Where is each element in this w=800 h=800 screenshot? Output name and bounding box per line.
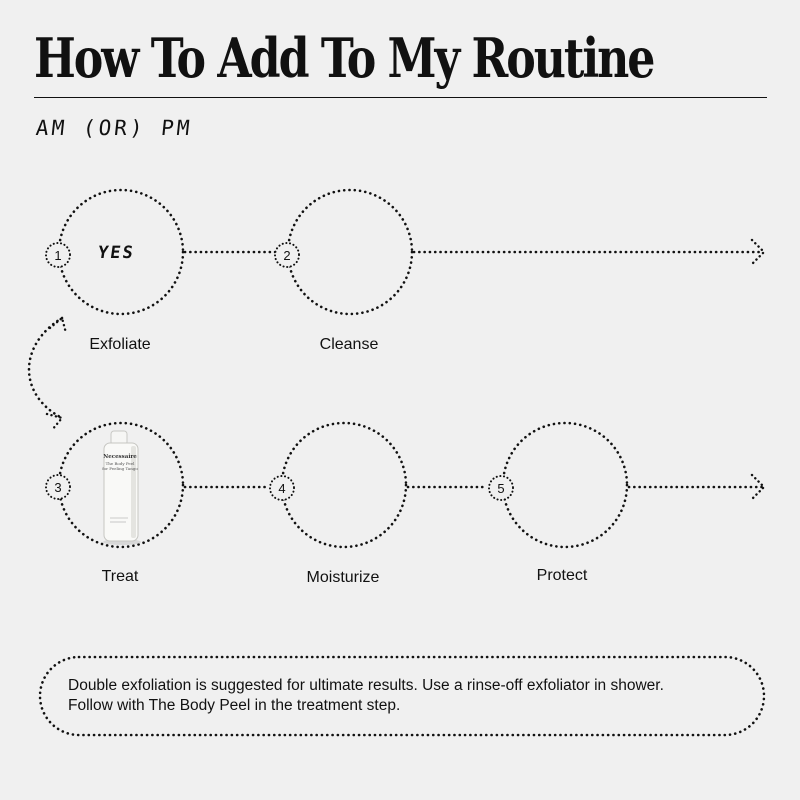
step-number: 1 [54, 248, 62, 263]
page-title: How To Add To My Routine [34, 26, 654, 90]
curved-connector [29, 318, 62, 418]
product-name-line1: The Body Peel [105, 461, 135, 466]
note-text [68, 676, 768, 716]
step-annotation-yes: YES [96, 243, 137, 263]
note-line: Double exfoliation is suggested for ultimate results. Use a rinse-off exfoliator in shower. [68, 677, 664, 694]
step-circle-moisturize [282, 423, 406, 547]
step-number: 5 [497, 481, 505, 496]
step-label-protect: Protect [536, 567, 588, 584]
page-subtitle: AM (OR) PM [34, 116, 194, 140]
step-label-cleanse: Cleanse [319, 336, 379, 353]
step-number: 3 [54, 480, 62, 495]
product-name-line2: for Peeling Tango [102, 466, 138, 471]
step-label-moisturize: Moisturize [306, 569, 380, 586]
step-number: 2 [283, 248, 291, 263]
product-bottle-icon [102, 431, 141, 545]
step-label-exfoliate: Exfoliate [89, 336, 151, 353]
step-circle-protect [503, 423, 627, 547]
step-circle-cleanse [288, 190, 412, 314]
step-number: 4 [278, 481, 286, 496]
product-brand: Necessaire [103, 454, 137, 460]
step-label-treat: Treat [101, 568, 139, 585]
note-line: Follow with The Body Peel in the treatment step. [68, 697, 401, 714]
